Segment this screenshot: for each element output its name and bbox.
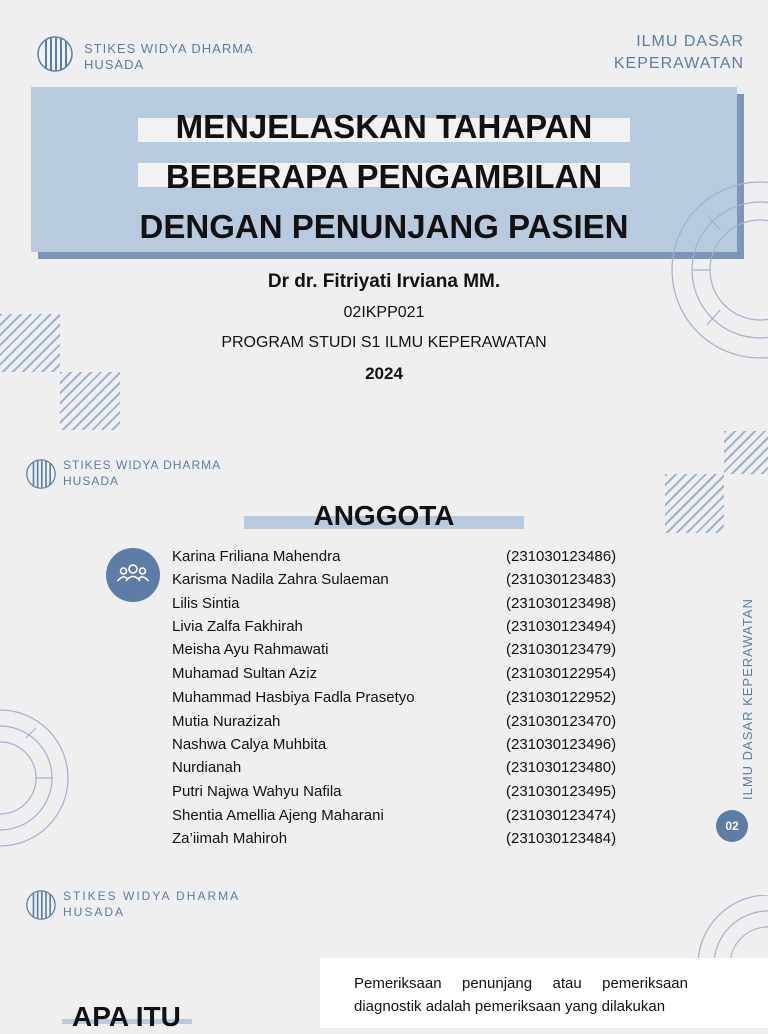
member-row [172, 736, 632, 759]
member-row [172, 713, 632, 736]
member-id: (231030122952) [506, 689, 617, 706]
member-name: Za’iimah Mahiroh [172, 830, 288, 847]
member-row [172, 783, 632, 806]
member-row [172, 571, 632, 594]
member-id: (231030123484) [506, 830, 617, 847]
member-id: (231030123474) [506, 807, 617, 824]
course-line-2: KEPERAWATAN [613, 55, 744, 72]
member-name: Karisma Nadila Zahra Sulaeman [172, 571, 389, 588]
member-row [172, 618, 632, 641]
logo-icon [26, 890, 56, 920]
member-name: Muhammad Hasbiya Fadla Prasetyo [172, 689, 415, 706]
definition-paragraph: Pemeriksaan penunjang atau pemeriksaan diagnostik adalah pemeriksaan yang dilakukan [354, 975, 688, 1015]
member-name: Mutia Nurazizah [172, 713, 281, 730]
hatch-square-1 [0, 314, 60, 372]
member-name: Muhamad Sultan Aziz [172, 665, 318, 682]
brand-name [84, 41, 254, 73]
brand-line-1: STIKES WIDYA DHARMA [63, 889, 241, 903]
hatch-square-4 [665, 474, 724, 533]
member-name: Meisha Ayu Rahmawati [172, 641, 329, 658]
decorative-rings-top-right [660, 180, 768, 360]
member-row [172, 830, 632, 853]
brand-line-2: HUSADA [63, 905, 126, 919]
course-line-1: ILMU DASAR [636, 33, 744, 50]
member-row [172, 665, 632, 688]
hatch-square-2 [60, 372, 120, 430]
course-code: 02IKPP021 [343, 304, 425, 321]
title-line-2: BEBERAPA PENGAMBILAN [165, 158, 603, 195]
member-name: Lilis Sintia [172, 595, 240, 612]
member-id: (231030123483) [506, 571, 617, 588]
member-id: (231030123480) [506, 759, 617, 776]
member-row [172, 759, 632, 782]
logo-icon [26, 459, 56, 489]
member-id: (231030123498) [506, 595, 617, 612]
decorative-rings-left [0, 708, 72, 848]
brand-line-2: HUSADA [63, 474, 120, 488]
member-id: (231030123470) [506, 713, 617, 730]
title-line-1: MENJELASKAN TAHAPAN [175, 108, 593, 145]
member-name: Shentia Amellia Ajeng Maharani [172, 807, 384, 824]
member-name: Karina Friliana Mahendra [172, 548, 341, 565]
brand-name [63, 457, 221, 489]
brand-line-1: STIKES WIDYA DHARMA [63, 458, 222, 472]
member-id: (231030122954) [506, 665, 617, 682]
member-id: (231030123495) [506, 783, 617, 800]
member-id: (231030123494) [506, 618, 617, 635]
member-row [172, 807, 632, 830]
page-number-badge: 02 [716, 810, 748, 842]
section-heading: APA ITU [72, 1001, 181, 1032]
brand-name [63, 888, 240, 920]
author-name: Dr dr. Fitriyati Irviana MM. [267, 271, 501, 292]
course-name [614, 31, 744, 75]
member-row [172, 641, 632, 664]
member-id: (231030123496) [506, 736, 617, 753]
brand-line-1: STIKES WIDYA DHARMA [84, 41, 254, 56]
member-id: (231030123486) [506, 548, 617, 565]
member-id: (231030123479) [506, 641, 617, 658]
study-program: PROGRAM STUDI S1 ILMU KEPERAWATAN [221, 334, 547, 351]
members-heading: ANGGOTA [313, 500, 455, 531]
member-name: Nashwa Calya Muhbita [172, 736, 327, 753]
member-row [172, 689, 632, 712]
definition-card [320, 958, 768, 1028]
group-people-icon [106, 548, 160, 602]
member-name: Putri Najwa Wahyu Nafila [172, 783, 342, 800]
member-row [172, 548, 632, 571]
year: 2024 [365, 364, 403, 383]
logo-icon [37, 36, 73, 72]
member-row [172, 595, 632, 618]
member-name: Nurdianah [172, 759, 242, 776]
hatch-square-3 [724, 431, 768, 474]
title-line-3: DENGAN PENUNJANG PASIEN [139, 208, 629, 245]
member-name: Livia Zalfa Fakhirah [172, 618, 303, 635]
brand-line-2: HUSADA [84, 57, 145, 72]
course-vertical-label: ILMU DASAR KEPERAWATAN [740, 598, 755, 800]
